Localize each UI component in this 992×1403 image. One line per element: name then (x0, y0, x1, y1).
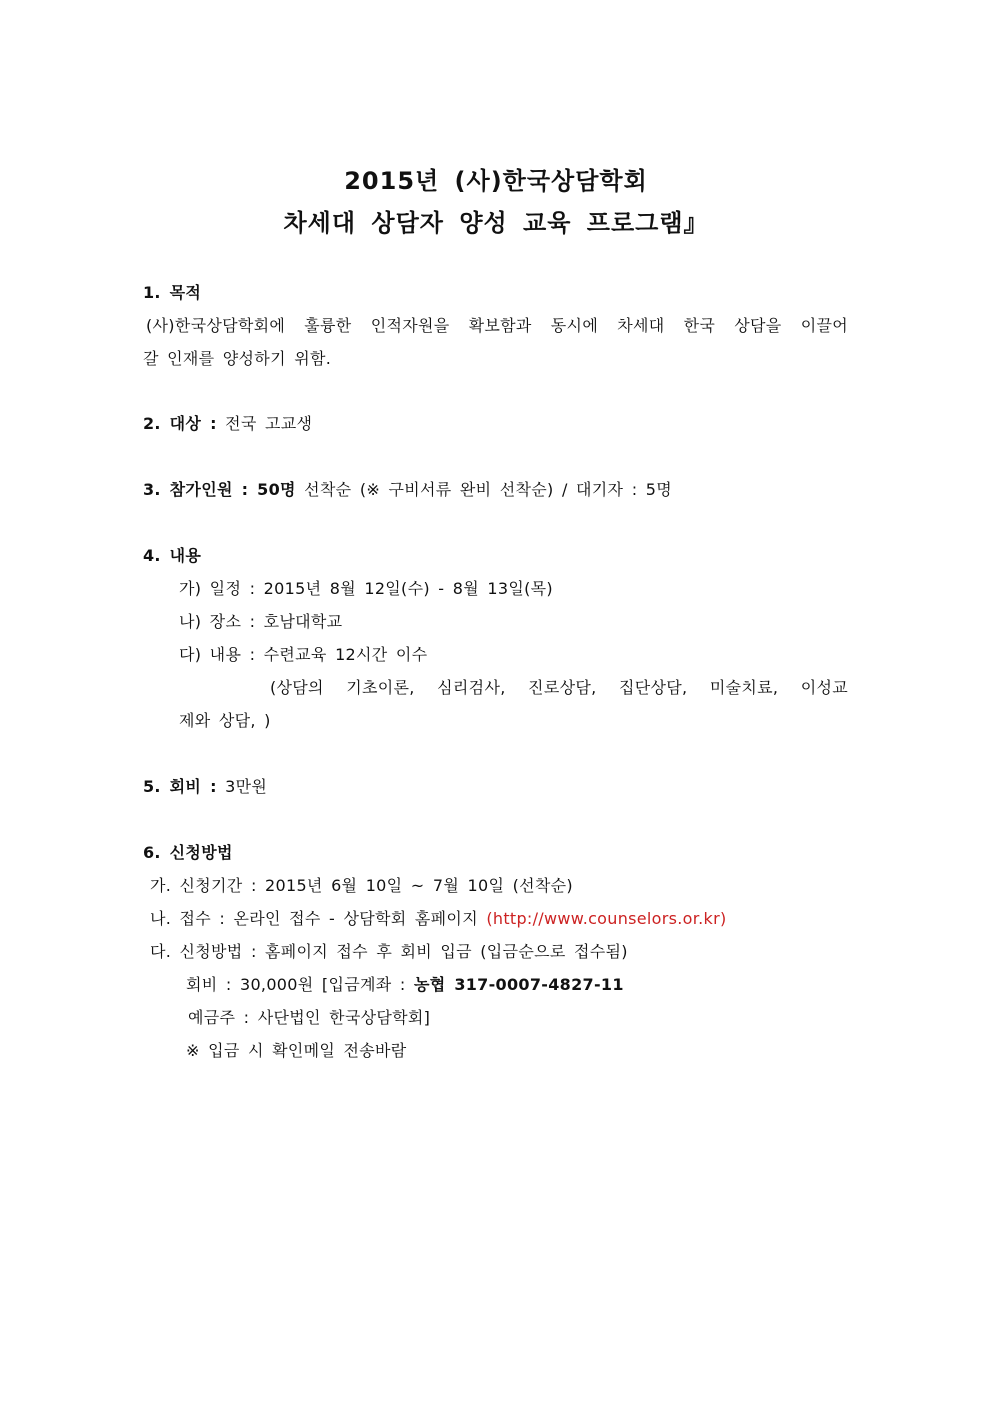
section5-heading: 5. 회비 : (143, 777, 217, 796)
section6-note: ※ 입금 시 확인메일 전송바람 (186, 1041, 407, 1060)
section4-item-schedule: 가) 일정 : 2015년 8월 12일(수) - 8월 13일(목) (179, 579, 553, 598)
section2-row (143, 414, 312, 434)
section6-fee-text: 회비 : 30,000원 [입금계좌 : (186, 975, 414, 994)
section2-value: 전국 고교생 (216, 414, 313, 433)
section6-heading: 6. 신청방법 (143, 843, 233, 862)
section6-depositor: 예금주 : 사단법인 한국상담학회] (188, 1008, 431, 1027)
section6-item-period: 가. 신청기간 : 2015년 6월 10일 ~ 7월 10일 (선착순) (150, 876, 573, 895)
section4-heading: 4. 내용 (143, 546, 202, 565)
section6-item-method: 다. 신청방법 : 홈페이지 접수 후 회비 입금 (입금순으로 접수됨) (150, 942, 628, 961)
homepage-link[interactable]: (http://www.counselors.or.kr) (486, 909, 727, 928)
section3-heading: 3. 참가인원 : 50명 (143, 480, 296, 499)
section4-detail-line1: (상담의 기초이론, 심리검사, 진로상담, 집단상담, 미술치료, 이성교 (270, 678, 848, 697)
section4-detail-line2: 제와 상담, ) (179, 711, 271, 730)
section6-reception-text: 나. 접수 : 온라인 접수 - 상담학회 홈페이지 (150, 909, 487, 928)
section6-fee-row (186, 975, 624, 995)
section4-item-venue: 나) 장소 : 호남대학교 (179, 612, 343, 631)
section5-row (143, 777, 267, 797)
bank-account: 농협 317-0007-4827-11 (413, 975, 624, 994)
section6-item-reception (150, 909, 727, 929)
document-title-line1: 2015년 (사)한국상담학회 (344, 167, 648, 195)
section1-body-line1: (사)한국상담학회에 훌륭한 인적자원을 확보함과 동시에 차세대 한국 상담을 이끌어 (146, 316, 848, 335)
section1-heading: 1. 목적 (143, 283, 202, 302)
section1-body-line2: 갈 인재를 양성하기 위함. (143, 349, 332, 368)
section5-value: 3만원 (216, 777, 268, 796)
section3-row (143, 480, 672, 500)
document-title-line2: 차세대 상담자 양성 교육 프로그램』 (283, 209, 709, 237)
section4-item-content: 다) 내용 : 수련교육 12시간 이수 (179, 645, 428, 664)
section3-value: 선착순 (※ 구비서류 완비 선착순) / 대기자 : 5명 (295, 480, 673, 499)
section2-heading: 2. 대상 : (143, 414, 217, 433)
